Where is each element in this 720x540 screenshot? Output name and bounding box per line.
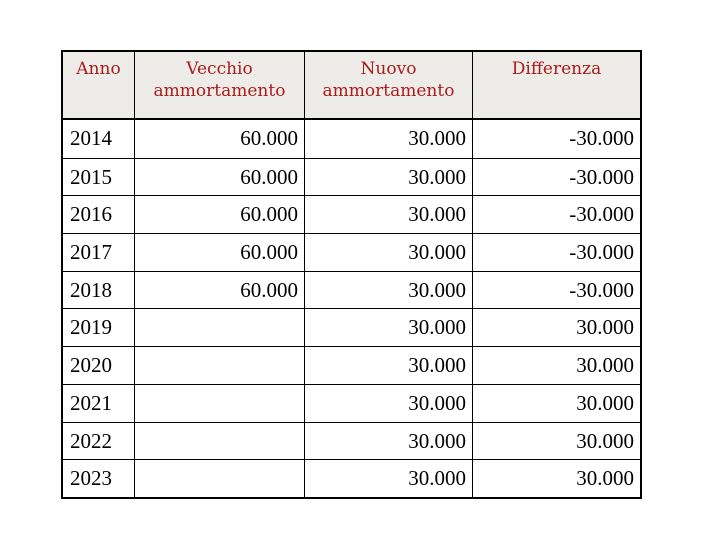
- table-row: [63, 346, 640, 384]
- cell-nuovo: 30.000: [305, 423, 473, 460]
- cell-nuovo: 30.000: [305, 309, 473, 346]
- cell-differenza: -30.000: [569, 126, 634, 150]
- cell-nuovo: 30.000: [305, 347, 473, 384]
- cell-differenza: 30.000: [576, 353, 634, 378]
- cell-differenza: -30.000: [569, 277, 634, 302]
- table-row: [63, 120, 640, 158]
- header-nuovo-line1: Nuovo: [360, 59, 417, 79]
- cell-differenza: 30.000: [576, 466, 634, 491]
- header-vecchio-line2: ammortamento: [153, 81, 286, 101]
- header-differenza: [473, 52, 640, 118]
- cell-anno: 2020: [63, 347, 135, 384]
- cell-nuovo: 30.000: [305, 159, 473, 196]
- cell-anno: 2015: [63, 159, 135, 196]
- cell-anno: 2023: [63, 460, 135, 497]
- cell-anno: 2022: [63, 423, 135, 460]
- header-vecchio-line1: Vecchio: [186, 59, 253, 79]
- cell-vecchio: [135, 385, 305, 422]
- header-differenza-label: Differenza: [511, 59, 602, 79]
- table-row: [63, 233, 640, 271]
- cell-vecchio: 60.000: [135, 234, 305, 271]
- header-vecchio-ammortamento: [135, 52, 305, 118]
- cell-differenza: 30.000: [576, 390, 634, 415]
- table-row: [63, 158, 640, 196]
- cell-anno: 2018: [63, 272, 135, 309]
- cell-vecchio: 60.000: [135, 272, 305, 309]
- cell-differenza: 30.000: [576, 315, 634, 340]
- cell-nuovo: 30.000: [305, 196, 473, 233]
- cell-vecchio: [135, 460, 305, 497]
- table-row: [63, 459, 640, 497]
- amortization-table: [61, 50, 642, 499]
- cell-anno: 2016: [63, 196, 135, 233]
- header-nuovo-ammortamento: [305, 52, 473, 118]
- cell-nuovo: 30.000: [305, 234, 473, 271]
- cell-vecchio: 60.000: [135, 120, 305, 158]
- cell-differenza: 30.000: [576, 428, 634, 453]
- cell-vecchio: [135, 347, 305, 384]
- cell-anno: 2021: [63, 385, 135, 422]
- cell-anno: 2019: [63, 309, 135, 346]
- header-nuovo-line2: ammortamento: [322, 81, 455, 101]
- cell-differenza: -30.000: [569, 164, 634, 189]
- table-row: [63, 422, 640, 460]
- header-anno-label: Anno: [76, 59, 121, 79]
- cell-nuovo: 30.000: [305, 120, 473, 158]
- table-row: [63, 308, 640, 346]
- cell-differenza: -30.000: [569, 202, 634, 227]
- table-header: [63, 52, 640, 120]
- table-row: [63, 271, 640, 309]
- table-row: [63, 384, 640, 422]
- cell-anno: 2014: [63, 120, 135, 158]
- cell-nuovo: 30.000: [305, 460, 473, 497]
- cell-vecchio: [135, 423, 305, 460]
- cell-anno: 2017: [63, 234, 135, 271]
- cell-vecchio: 60.000: [135, 196, 305, 233]
- cell-nuovo: 30.000: [305, 272, 473, 309]
- table-row: [63, 195, 640, 233]
- cell-vecchio: 60.000: [135, 159, 305, 196]
- cell-vecchio: [135, 309, 305, 346]
- cell-differenza: -30.000: [569, 240, 634, 265]
- cell-nuovo: 30.000: [305, 385, 473, 422]
- header-anno: [63, 52, 135, 118]
